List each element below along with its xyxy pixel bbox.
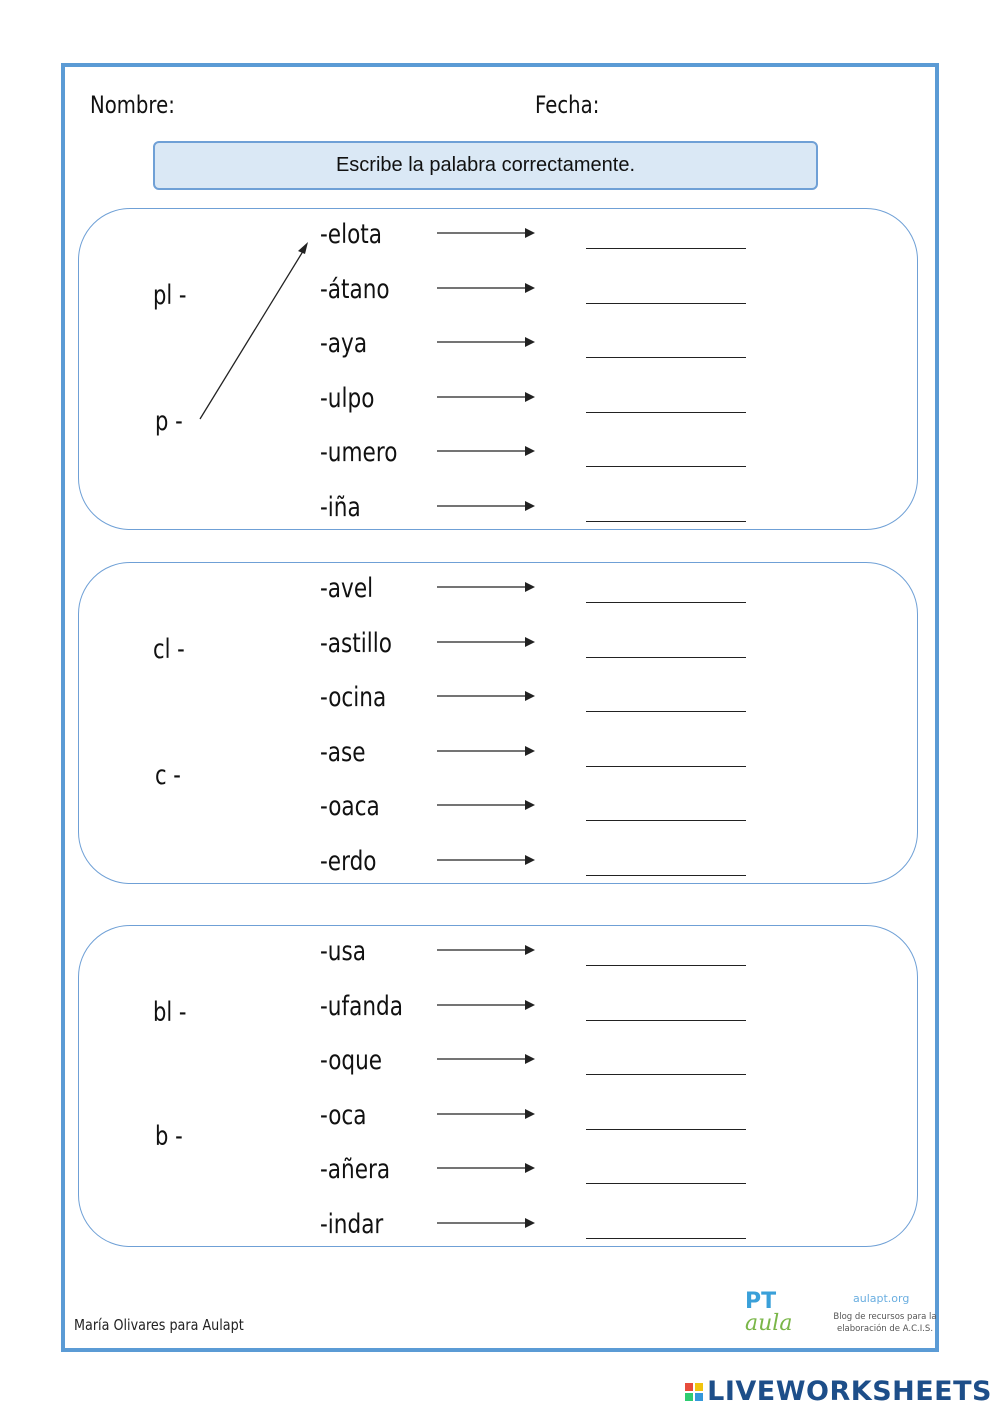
right-arrow-icon xyxy=(437,227,537,239)
answer-blank[interactable] xyxy=(586,1019,746,1021)
logo-description: Blog de recursos para la elaboración de A.C.I.S. xyxy=(833,1312,937,1334)
prefix-label: p - xyxy=(155,406,183,437)
prefix-label: cl - xyxy=(153,634,185,665)
answer-blank[interactable] xyxy=(586,411,746,413)
answer-blank[interactable] xyxy=(586,465,746,467)
prefix-label: b - xyxy=(155,1121,183,1152)
word-suffix: -ulpo xyxy=(320,382,375,414)
right-arrow-icon xyxy=(437,944,537,956)
brand-text: LIVEWORKSHEETS xyxy=(707,1376,992,1407)
answer-blank[interactable] xyxy=(586,656,746,658)
word-suffix: -oque xyxy=(320,1045,383,1076)
fecha-label: Fecha: xyxy=(535,91,600,119)
right-arrow-icon xyxy=(437,336,537,348)
liveworksheets-brand xyxy=(685,1376,992,1407)
right-arrow-icon xyxy=(437,1053,537,1065)
right-arrow-icon xyxy=(437,854,537,866)
answer-blank[interactable] xyxy=(586,1128,746,1130)
prefix-label: c - xyxy=(155,760,181,791)
prefix-label: bl - xyxy=(153,997,187,1028)
answer-blank[interactable] xyxy=(586,1237,746,1239)
word-suffix: -usa xyxy=(320,936,366,967)
word-suffix: -indar xyxy=(320,1208,384,1240)
right-arrow-icon xyxy=(437,690,537,702)
right-arrow-icon xyxy=(437,636,537,648)
right-arrow-icon xyxy=(437,282,537,294)
word-suffix: -avel xyxy=(320,573,374,604)
liveworksheets-logo-icon xyxy=(685,1383,703,1401)
word-suffix: -ase xyxy=(320,736,366,768)
word-suffix: -oca xyxy=(320,1099,367,1131)
answer-blank[interactable] xyxy=(586,247,746,249)
answer-blank[interactable] xyxy=(586,710,746,712)
right-arrow-icon xyxy=(437,1108,537,1120)
right-arrow-icon xyxy=(437,999,537,1011)
answer-blank[interactable] xyxy=(586,520,746,522)
nombre-label: Nombre: xyxy=(90,91,175,119)
answer-blank[interactable] xyxy=(586,1073,746,1075)
answer-blank[interactable] xyxy=(586,819,746,821)
word-suffix: -átano xyxy=(320,273,390,305)
answer-blank[interactable] xyxy=(586,765,746,767)
group-box-bl xyxy=(78,925,918,1247)
right-arrow-icon xyxy=(437,391,537,403)
word-suffix: -astillo xyxy=(320,627,392,659)
word-suffix: -ufanda xyxy=(320,990,403,1022)
example-arrow xyxy=(195,238,315,424)
instruction-banner: Escribe la palabra correctamente. xyxy=(153,141,818,190)
logo-aula-text: aula xyxy=(745,1311,793,1336)
right-arrow-icon xyxy=(437,581,537,593)
group-box-cl xyxy=(78,562,918,884)
answer-blank[interactable] xyxy=(586,964,746,966)
answer-blank[interactable] xyxy=(586,601,746,603)
logo-site-text: aulapt.org xyxy=(853,1292,910,1305)
word-suffix: -elota xyxy=(320,219,383,250)
word-suffix: -erdo xyxy=(320,845,377,877)
right-arrow-icon xyxy=(437,500,537,512)
word-suffix: -iña xyxy=(320,491,361,523)
answer-blank[interactable] xyxy=(586,356,746,358)
answer-blank[interactable] xyxy=(586,302,746,304)
word-suffix: -ocina xyxy=(320,682,387,713)
answer-blank[interactable] xyxy=(586,874,746,876)
right-arrow-icon xyxy=(437,799,537,811)
prefix-label: pl - xyxy=(153,280,187,311)
answer-blank[interactable] xyxy=(586,1182,746,1184)
author-credit: María Olivares para Aulapt xyxy=(74,1316,244,1334)
logo-pt-text: PT xyxy=(745,1289,777,1314)
right-arrow-icon xyxy=(437,445,537,457)
right-arrow-icon xyxy=(437,745,537,757)
word-suffix: -oaca xyxy=(320,791,380,822)
word-suffix: -umero xyxy=(320,437,398,468)
aulapt-logo xyxy=(745,1287,940,1342)
word-suffix: -aya xyxy=(320,328,368,359)
right-arrow-icon xyxy=(437,1217,537,1229)
word-suffix: -añera xyxy=(320,1154,391,1185)
right-arrow-icon xyxy=(437,1162,537,1174)
